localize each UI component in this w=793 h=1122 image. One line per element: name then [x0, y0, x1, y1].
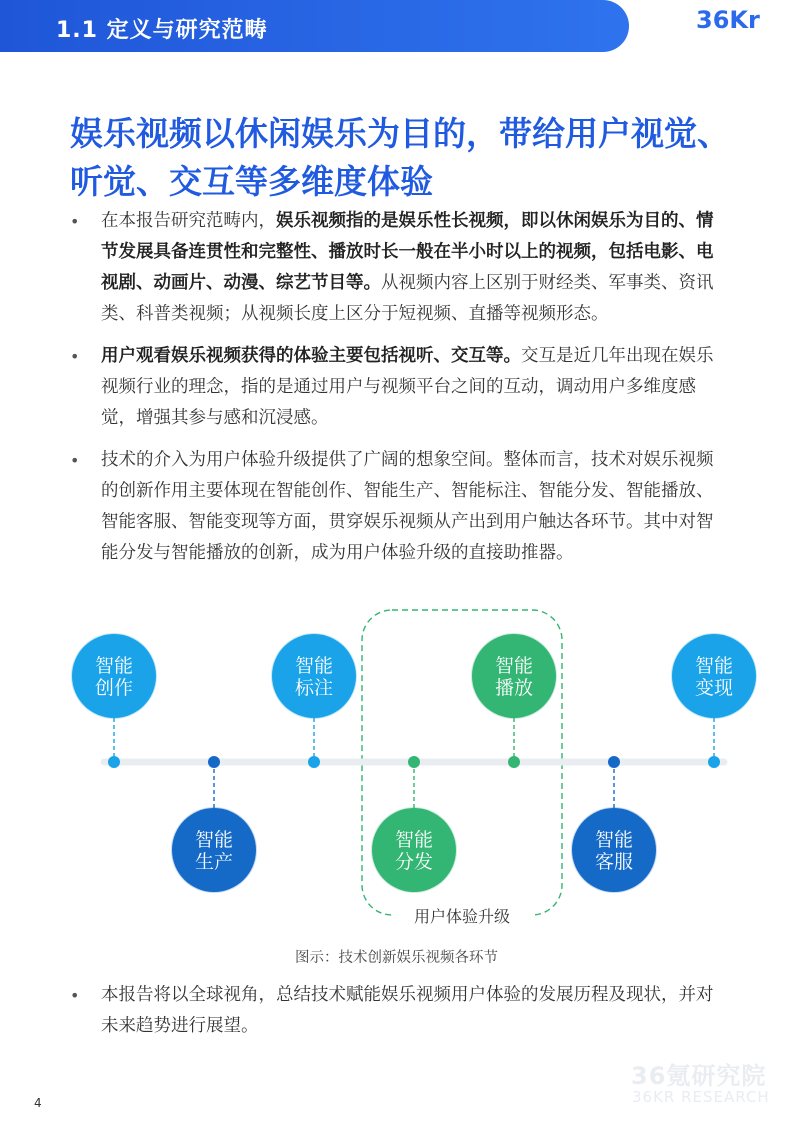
- bullet-text: 本报告将以全球视角，总结技术赋能娱乐视频用户体验的发展历程及现状，并对未来趋势进行展望。: [101, 985, 714, 1036]
- stage-node-6: [571, 756, 657, 893]
- bullet-text: 从视频内容上区别于财经类、军事类、资讯类、科普类视频；从视频长度上区分于短视频、直播等视频形态。: [101, 273, 714, 324]
- stage-dot: [708, 756, 720, 768]
- bullet-dot: •: [70, 451, 80, 470]
- bullet-item-1: [70, 206, 730, 330]
- stage-node-3: [271, 633, 357, 768]
- stage-node-7: [671, 633, 757, 768]
- bullet-item-2: [70, 341, 730, 434]
- stage-label: 智能: [594, 829, 634, 851]
- bullet-list: [70, 206, 730, 580]
- highlight-label: 用户体验升级: [413, 907, 511, 926]
- stage-label: 智能: [494, 655, 534, 677]
- brand-logo-text: 36Kr: [696, 6, 760, 34]
- stage-label: 分发: [394, 851, 434, 873]
- bullet-text-bold: 娱乐视频指的是娱乐性长视频，即以休闲娱乐为目的、情节发展具备连贯性和完整性、播放时长一般在半小时以上的视频，包括电影、电视剧、动画片、动漫、综艺节目等。: [101, 211, 714, 293]
- stage-label: 智能: [394, 829, 434, 851]
- bullet-text-bold: 用户观看娱乐视频获得的体验主要包括视听、交互等。: [101, 346, 521, 366]
- page-number: 4: [34, 1096, 42, 1110]
- bullet-item-3: [70, 445, 730, 569]
- stage-label: 变现: [694, 677, 734, 699]
- stage-dot: [608, 756, 620, 768]
- stage-label: 标注: [294, 677, 334, 699]
- watermark-cn: 36氪研究院: [631, 1062, 767, 1090]
- tech-innovation-diagram: [0, 600, 793, 940]
- stage-node-5: [471, 633, 557, 768]
- stage-label: 智能: [694, 655, 734, 677]
- brand-logo: [688, 0, 793, 52]
- section-title: 1.1 定义与研究范畴: [56, 18, 268, 43]
- stage-dot: [308, 756, 320, 768]
- stage-dot: [408, 756, 420, 768]
- stage-node-2: [171, 756, 257, 893]
- bullet-text: 在本报告研究范畴内，: [101, 211, 276, 231]
- header-bar: [0, 0, 629, 52]
- stage-label: 客服: [594, 851, 634, 873]
- stage-node-1: [71, 633, 157, 768]
- bullet-item-final-1: [70, 980, 730, 1042]
- stage-label: 智能: [94, 655, 134, 677]
- bullet-text: 技术的介入为用户体验升级提供了广阔的想象空间。整体而言，技术对娱乐视频的创新作用主要体现在智能创作、智能生产、智能标注、智能分发、智能播放、智能客服、智能变现等方面，贯穿娱乐视频从产出到用户触达各环节。其中对智能分发与智能播放的创新，成为用户体验升级的直接助推器。: [101, 450, 714, 563]
- watermark-en: 36KR RESEARCH: [632, 1088, 770, 1106]
- stage-dot: [208, 756, 220, 768]
- stage-label: 创作: [94, 677, 134, 699]
- bullet-dot: •: [70, 986, 80, 1005]
- stage-dot: [508, 756, 520, 768]
- figure-caption: 图示：技术创新娱乐视频各环节: [295, 950, 498, 966]
- stage-label: 智能: [294, 655, 334, 677]
- page-headline: 娱乐视频以休闲娱乐为目的，带给用户视觉、听觉、交互等多维度体验: [70, 114, 730, 201]
- stage-label: 播放: [494, 677, 534, 699]
- stage-label: 智能: [194, 829, 234, 851]
- bullet-dot: •: [70, 347, 80, 366]
- bullet-text: 交互是近几年出现在娱乐视频行业的理念，指的是通过用户与视频平台之间的互动，调动用户多维度感觉，增强其参与感和沉浸感。: [101, 346, 714, 428]
- bullet-dot: •: [70, 212, 80, 231]
- stage-node-4: [371, 756, 457, 893]
- stage-label: 生产: [194, 851, 234, 873]
- stage-dot: [108, 756, 120, 768]
- bullet-list-2: [70, 980, 730, 1053]
